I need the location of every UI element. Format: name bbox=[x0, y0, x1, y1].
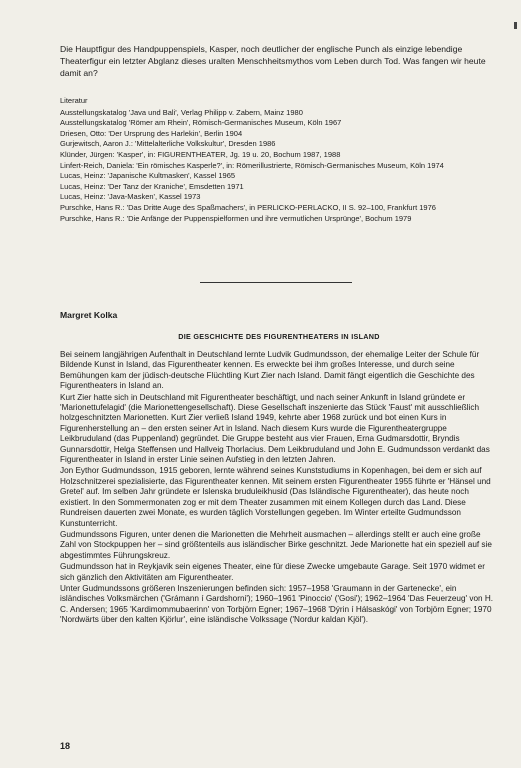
section-divider bbox=[200, 282, 352, 283]
literature-entry: Lucas, Heinz: 'Java-Masken', Kassel 1973 bbox=[60, 192, 201, 202]
body-paragraph: Bei seinem langjährigen Aufenthalt in Deutschland lernte Ludvik Gudmundsson, der ehemalige Leiter der Schule für Bildende Kunst in Island, das Figurentheater kennen. Es erweckte bei ihm großes Interesse, und durch seine Bemühungen kam der jüdisch-deutsche Flüchtling Kurt Zier nach Island. Damit fängt eigentlich die Geschichte des Figurentheaters in Island an. bbox=[60, 350, 480, 391]
body-paragraph: Kurt Zier hatte sich in Deutschland mit Figurentheater beschäftigt, und nach seiner Ankunft in Island gründete er 'Marionettufelagid' (die Marionettengesellschaft). Diese Gesellschaft inszenierte das Stück 'Faust' mit ausschließlich holzgeschnitzten Marionetten. Kurt Zier verließ Island 1949, kehrte aber 1968 zurück und bot einen Kurs in Figurenherstellung an – den ersten seiner Art in Island. Nach diesem Kurs wurde die Figurentheatergruppe Leikbruduland (das Puppenland) gegründet. Die Gruppe besteht aus vier Frauen, Erna Gudmarsdottir, Bryndis Gunnarsdottir, Helga Steffensen und Hallveig Thorlacius. Dem Leikbruduland und John E. Gudmundsson verdankt das Figurentheater in Island in erster Linie seinen Aufstieg in den letzten Jahren. bbox=[60, 392, 490, 465]
literature-entry: Lucas, Heinz: 'Japanische Kultmasken', Kassel 1965 bbox=[60, 171, 236, 181]
literature-entry: Purschke, Hans R.: 'Das Dritte Auge des Spaßmachers', in PERLICKO-PERLACKO, II S. 92–100, Frankfurt 1976 bbox=[60, 202, 436, 212]
literature-entry: Klünder, Jürgen: 'Kasper', in: FIGURENTHEATER, Jg. 19 u. 20, Bochum 1987, 1988 bbox=[60, 149, 341, 159]
body-paragraph: Jon Eythor Gudmundsson, 1915 geboren, lernte während seines Kunststudiums in Kopenhagen, bei dem er sich auf Holzschnitzerei spezialisierte, das Figurentheater kennen. Mit seinem ersten Figurentheater 1955 führte er 'Hänsel und Gretel' auf. Im selben Jahr gründete er Islenska bruduleikhusid (Das Isländische Figurentheater), das heute noch existiert. In den Sommermonaten zog er mit dem Theater zusammen mit einem Kollegen durch das Land. Diese Rundreisen dauerten zwei Monate, es wurden täglich Vorstellungen gegeben. Im Winter erteilte Gudmundsson Kunstunterricht. bbox=[60, 466, 491, 528]
article-author: Margret Kolka bbox=[60, 310, 118, 320]
body-paragraph: Gudmundsson hat in Reykjavik sein eigenes Theater, eine für diese Zwecke umgebaute Garage. Seit 1970 widmet er sich gänzlich den Aktivitäten am Figurentheater. bbox=[60, 562, 485, 582]
page-number: 18 bbox=[60, 741, 71, 751]
article-body bbox=[60, 350, 498, 627]
literature-entry: Driesen, Otto: 'Der Ursprung des Harlekin', Berlin 1904 bbox=[60, 128, 243, 138]
literature-section bbox=[60, 96, 498, 224]
literature-entry: Ausstellungskatalog 'Römer am Rhein', Römisch-Germanisches Museum, Köln 1967 bbox=[60, 118, 342, 128]
scan-mark bbox=[514, 22, 517, 29]
literature-entry: Linfert-Reich, Daniela: 'Ein römisches Kasperle?', in: Römerillustrierte, Römisch-Germanisches Museum, Köln 1974 bbox=[60, 160, 444, 170]
intro-paragraph: Die Hauptfigur des Handpuppenspiels, Kasper, noch deutlicher der englische Punch als einzige lebendige Theaterfigur ein letzter Abglanz dieses uralten Menschheitsmythos vom Leben durch Tod. Was fangen wir heute damit an? bbox=[60, 44, 486, 78]
literature-entry: Lucas, Heinz: 'Der Tanz der Kraniche', Emsdetten 1971 bbox=[60, 181, 244, 191]
body-paragraph: Gudmundssons Figuren, unter denen die Marionetten die Mehrheit ausmachen – allerdings stellt er auch eine große Zahl von Stockpuppen her – sind größtenteils aus isländischer Birke geschnitzt. Jede Marionette hat ein speziell auf sie abgestimmtes Führungskreuz. bbox=[60, 529, 492, 560]
literature-entry: Gurjewitsch, Aaron J.: 'Mittelalterliche Volkskultur', Dresden 1986 bbox=[60, 139, 276, 149]
literature-entry: Purschke, Hans R.: 'Die Anfänge der Puppenspielformen und ihre vermutlichen Ursprünge', Bochum 1979 bbox=[60, 213, 412, 223]
literature-entry: Ausstellungskatalog 'Java und Bali', Verlag Philipp v. Zabern, Mainz 1980 bbox=[60, 107, 303, 117]
body-paragraph: Unter Gudmundssons größeren Inszenierungen befinden sich: 1957–1958 'Graumann in der Gartenecke', ein isländisches Volksmärchen ('Grámann í Gardshorni'); 1960–1961 'Pinoccio' ('Gosi'); 1962–1964 'Das Feuerzeug' von H. C. Andersen; 1965 'Kardimommubaerinn' von Torbjörn Egner; 1967–1968 'Dýrin í Hálsaskógi' von Torbjörn Egner; 1970 'Nordwärts über den kalten Kjörlur', eine isländische Volkssage ('Nordur kaldan Kjöl'). bbox=[60, 583, 494, 625]
article-title: DIE GESCHICHTE DES FIGURENTHEATERS IN ISLAND bbox=[178, 332, 380, 341]
literature-heading: Literatur bbox=[60, 96, 88, 105]
